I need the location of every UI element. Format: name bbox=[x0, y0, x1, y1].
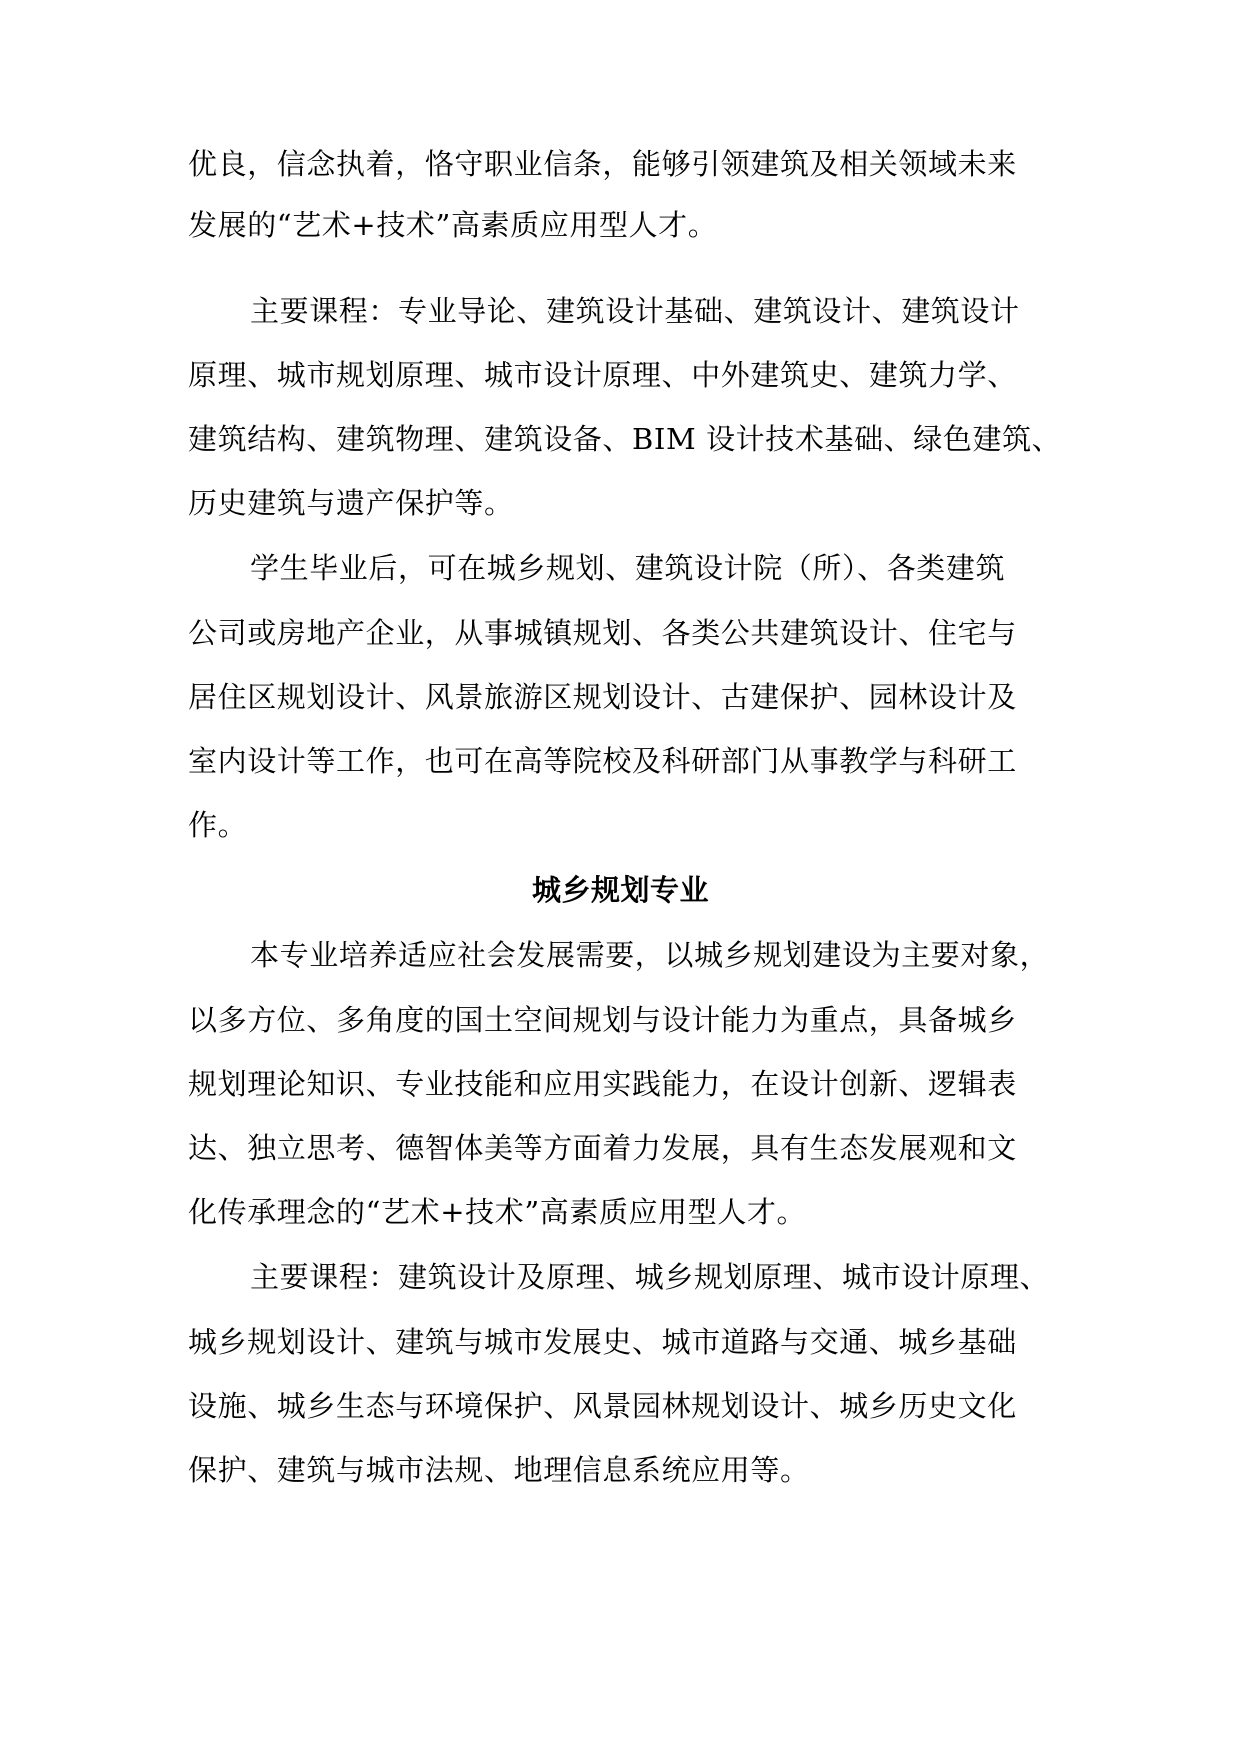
text-line: 化传承理念的“艺术+技术”高素质应用型人才。 bbox=[188, 1195, 807, 1229]
text-line: 城乡规划设计、建筑与城市发展史、城市道路与交通、城乡基础 bbox=[188, 1325, 1017, 1359]
text-line: 达、独立思考、德智体美等方面着力发展，具有生态发展观和文 bbox=[188, 1131, 1017, 1165]
text-line: 建筑结构、建筑物理、建筑设备、BIM 设计技术基础、绿色建筑、 bbox=[188, 422, 1062, 456]
text-line: 公司或房地产企业，从事城镇规划、各类公共建筑设计、住宅与 bbox=[188, 616, 1017, 650]
text-line: 居住区规划设计、风景旅游区规划设计、古建保护、园林设计及 bbox=[188, 680, 1017, 714]
text-line: 学生毕业后，可在城乡规划、建筑设计院（所）、各类建筑 bbox=[250, 551, 1006, 585]
text-line: 历史建筑与遗产保护等。 bbox=[188, 486, 514, 520]
text-line: 主要课程：建筑设计及原理、城乡规划原理、城市设计原理、 bbox=[250, 1260, 1050, 1294]
text-line: 保护、建筑与城市法规、地理信息系统应用等。 bbox=[188, 1453, 810, 1487]
text-line: 发展的“艺术+技术”高素质应用型人才。 bbox=[188, 208, 718, 242]
text-line: 主要课程：专业导论、建筑设计基础、建筑设计、建筑设计 bbox=[250, 294, 1020, 328]
text-line: 以多方位、多角度的国土空间规划与设计能力为重点，具备城乡 bbox=[188, 1003, 1017, 1037]
text-line: 本专业培养适应社会发展需要，以城乡规划建设为主要对象， bbox=[250, 938, 1050, 972]
text-line: 室内设计等工作，也可在高等院校及科研部门从事教学与科研工 bbox=[188, 744, 1017, 778]
text-line: 规划理论知识、专业技能和应用实践能力，在设计创新、逻辑表 bbox=[188, 1067, 1017, 1101]
text-line: 优良，信念执着，恪守职业信条，能够引领建筑及相关领域未来 bbox=[188, 147, 1017, 181]
text-line: 原理、城市规划原理、城市设计原理、中外建筑史、建筑力学、 bbox=[188, 358, 1017, 392]
text-line: 设施、城乡生态与环境保护、风景园林规划设计、城乡历史文化 bbox=[188, 1389, 1017, 1423]
section-heading: 城乡规划专业 bbox=[531, 873, 709, 907]
text-line: 作。 bbox=[188, 808, 248, 842]
